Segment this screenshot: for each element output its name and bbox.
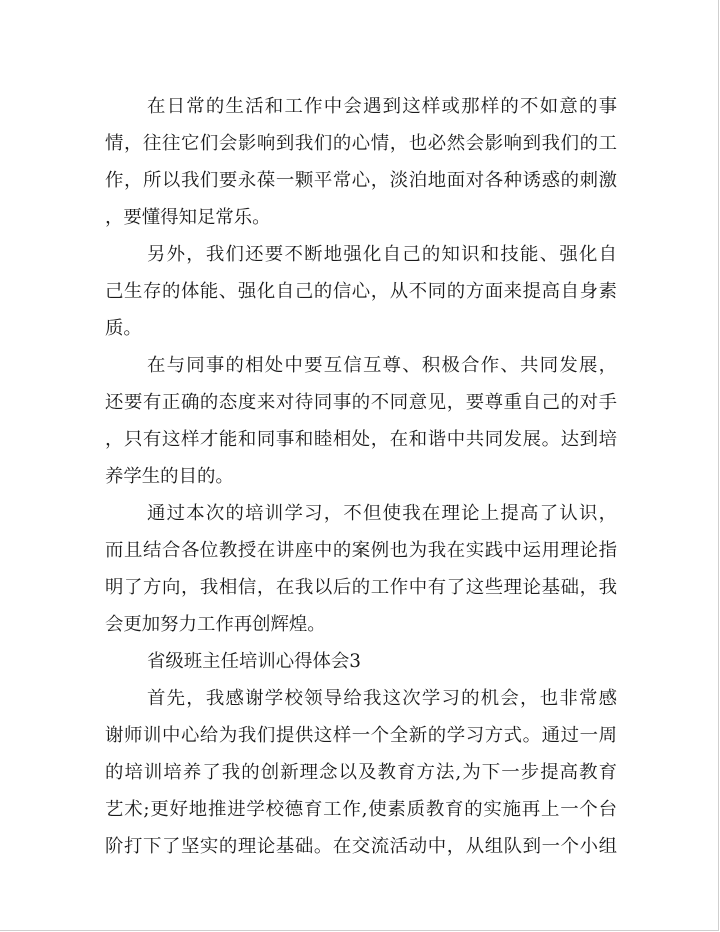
- text-line: 养学生的目的。: [105, 466, 234, 487]
- text-line: 在日常的生活和工作中会遇到这样或那样的不如意的事: [147, 96, 617, 117]
- text-line: ，要懂得知足常乐。: [105, 207, 271, 228]
- text-line: 的培训培养了我的创新理念以及教育方法,为下一步提高教育: [105, 762, 617, 783]
- text-line: 通过本次的培训学习，不但使我在理论上提高了认识，: [147, 503, 617, 524]
- paragraph-2: [105, 236, 617, 347]
- paragraph-3: [105, 347, 617, 495]
- text-line: 而且结合各位教授在讲座中的案例也为我在实践中运用理论指: [105, 540, 617, 561]
- text-line: 己生存的体能、强化自己的信心，从不同的方面来提高自身素: [105, 281, 617, 302]
- heading-line: 省级班主任培训心得体会3: [147, 651, 361, 672]
- paragraph-4: [105, 495, 617, 643]
- text-line: 还要有正确的态度来对待同事的不同意见，要尊重自己的对手: [105, 392, 617, 413]
- paragraph-1: [105, 88, 617, 236]
- text-line: 在与同事的相处中要互信互尊、积极合作、共同发展，: [147, 355, 617, 376]
- text-line: 首先，我感谢学校领导给我这次学习的机会，也非常感: [147, 688, 617, 709]
- text-line: 作，所以我们要永葆一颗平常心，淡泊地面对各种诱惑的刺激: [105, 170, 617, 191]
- text-line: 明了方向，我相信，在我以后的工作中有了这些理论基础，我: [105, 577, 617, 598]
- text-line: 谢师训中心给为我们提供这样一个全新的学习方式。通过一周: [105, 725, 617, 746]
- text-line: 阶打下了坚实的理论基础。在交流活动中，从组队到一个小组: [105, 836, 617, 857]
- text-line: 情，往往它们会影响到我们的心情，也必然会影响到我们的工: [105, 133, 617, 154]
- text-line: 质。: [105, 318, 142, 339]
- section-heading: [105, 643, 617, 680]
- paragraph-5: [105, 680, 617, 865]
- text-line: 艺术;更好地推进学校德育工作,使素质教育的实施再上一个台: [105, 799, 617, 820]
- text-line: ，只有这样才能和同事和睦相处，在和谐中共同发展。达到培: [105, 429, 617, 450]
- text-line: 会更加努力工作再创辉煌。: [105, 614, 326, 635]
- text-line: 另外，我们还要不断地强化自己的知识和技能、强化自: [147, 244, 617, 265]
- document-body: [105, 88, 617, 865]
